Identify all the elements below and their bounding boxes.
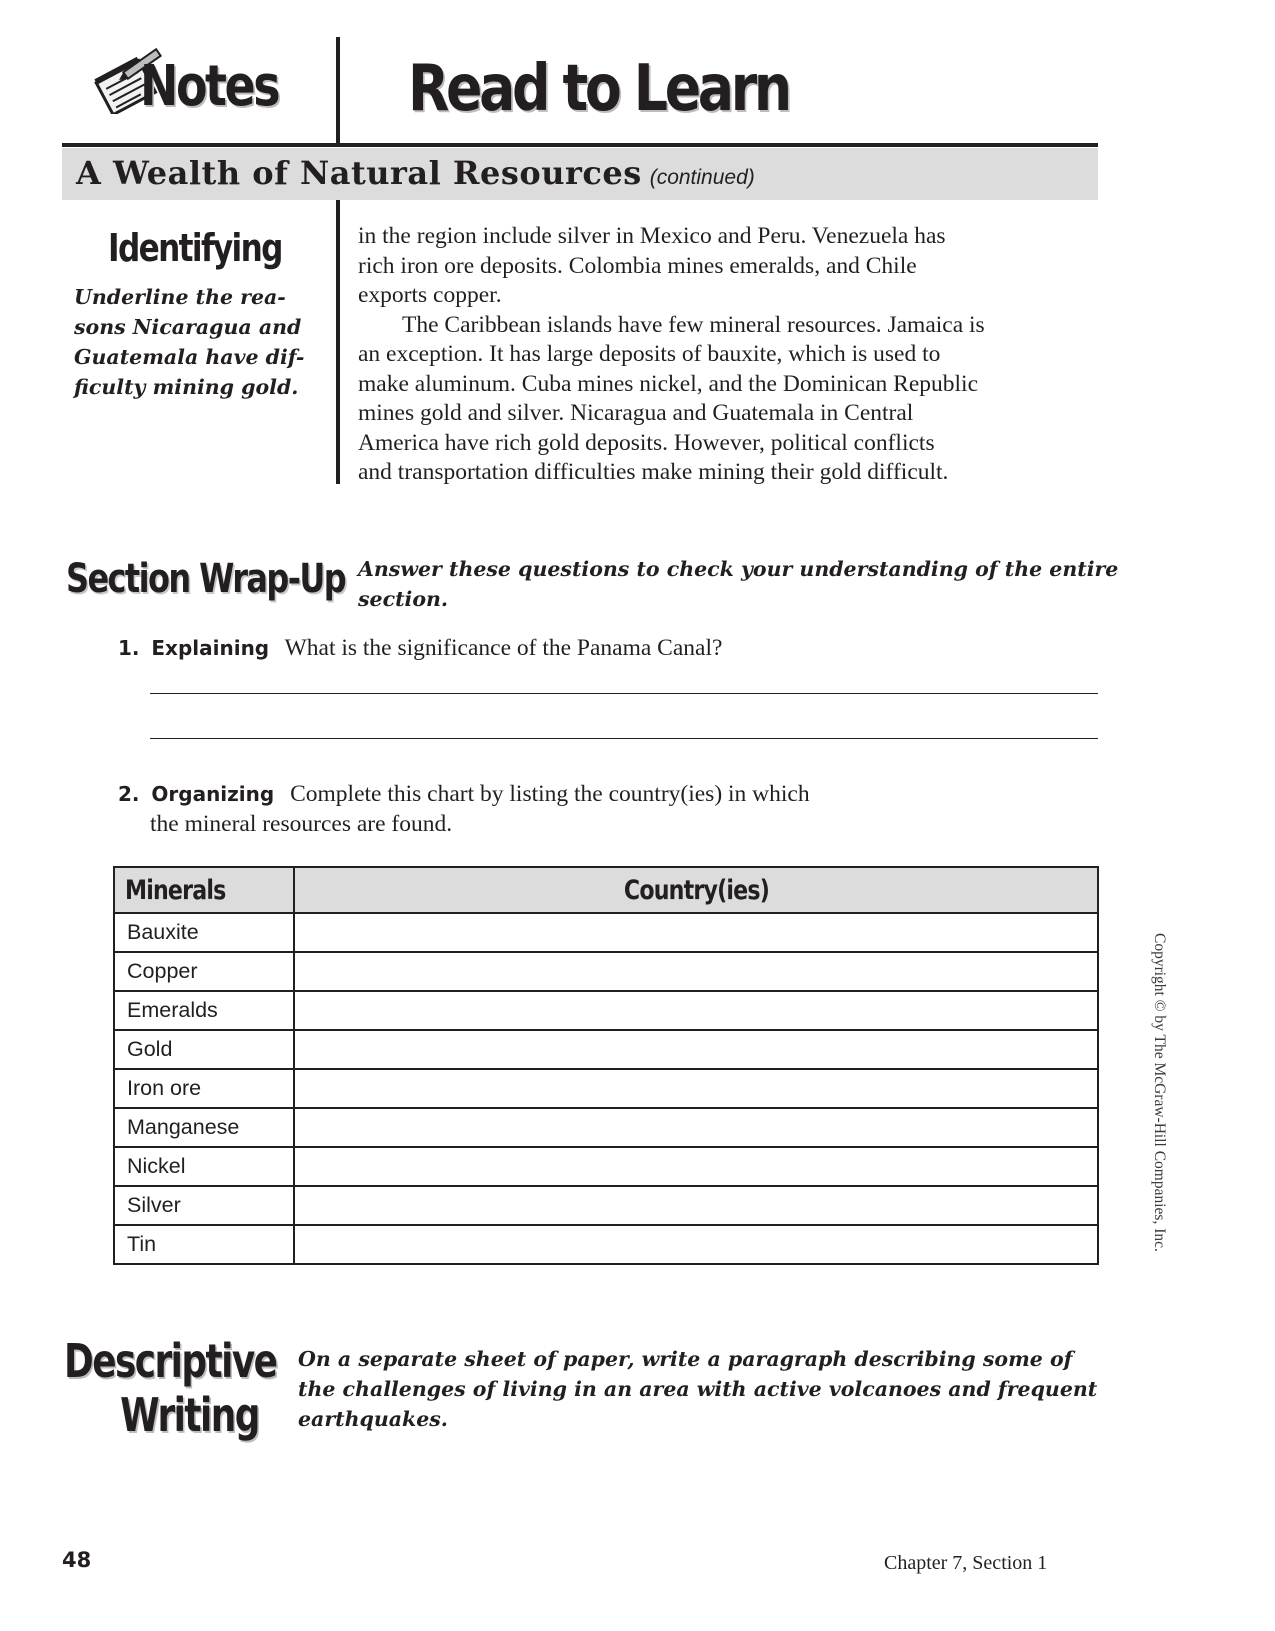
descriptive-writing-prompt-line: the challenges of living in an area with active volcanoes and frequent bbox=[298, 1377, 1098, 1401]
passage-line: exports copper. bbox=[358, 282, 502, 308]
table-row bbox=[114, 1069, 1098, 1108]
question-skill-label: Organizing bbox=[151, 782, 275, 806]
country-answer-cell[interactable] bbox=[294, 1069, 1098, 1108]
mineral-cell: Gold bbox=[114, 1030, 294, 1069]
table-row bbox=[114, 913, 1098, 952]
identifying-heading: Identifying bbox=[108, 226, 282, 270]
reading-passage bbox=[358, 222, 1098, 488]
wrap-up-instructions-line: Answer these questions to check your understanding of the entire bbox=[358, 557, 1119, 581]
question-text: Complete this chart by listing the country(ies) in which bbox=[290, 781, 810, 807]
passage-line: make aluminum. Cuba mines nickel, and the Dominican Republic bbox=[358, 370, 978, 397]
answer-line[interactable] bbox=[150, 693, 1098, 694]
column-header-countries bbox=[294, 867, 1098, 913]
passage-line: rich iron ore deposits. Colombia mines emeralds, and Chile bbox=[358, 252, 917, 279]
descriptive-writing-heading-line: Descriptive bbox=[64, 1334, 277, 1388]
passage-line: and transportation difficulties make mining their gold difficult. bbox=[358, 459, 949, 485]
question-number: 1. bbox=[118, 636, 140, 660]
identifying-prompt-line: Guatemala have dif- bbox=[74, 345, 305, 369]
section-wrap-up-heading: Section Wrap-Up bbox=[66, 556, 346, 602]
descriptive-writing-prompt-line: earthquakes. bbox=[298, 1407, 448, 1431]
table-row bbox=[114, 1030, 1098, 1069]
table-row bbox=[114, 991, 1098, 1030]
table-row bbox=[114, 1108, 1098, 1147]
identifying-prompt-line: sons Nicaragua and bbox=[74, 315, 302, 339]
question-2-continued: the mineral resources are found. bbox=[150, 811, 453, 837]
column-header-label: Minerals bbox=[125, 874, 226, 906]
table-row bbox=[114, 952, 1098, 991]
country-answer-cell[interactable] bbox=[294, 1030, 1098, 1069]
header-divider bbox=[336, 37, 340, 145]
country-answer-cell[interactable] bbox=[294, 1108, 1098, 1147]
passage-line: The Caribbean islands have few mineral resources. Jamaica is bbox=[402, 311, 985, 338]
descriptive-writing-heading-line: Writing bbox=[120, 1388, 259, 1442]
continued-label: (continued) bbox=[649, 166, 755, 189]
identifying-prompt-line: Underline the rea- bbox=[74, 285, 286, 309]
mineral-cell: Emeralds bbox=[114, 991, 294, 1030]
column-header-label: Country(ies) bbox=[623, 874, 769, 906]
country-answer-cell[interactable] bbox=[294, 913, 1098, 952]
page-heading: Read to Learn bbox=[408, 52, 789, 126]
question-number: 2. bbox=[118, 782, 140, 806]
passage-line: mines gold and silver. Nicaragua and Guatemala in Central bbox=[358, 400, 914, 426]
country-answer-cell[interactable] bbox=[294, 1225, 1098, 1264]
column-header-minerals bbox=[114, 867, 294, 913]
passage-line: America have rich gold deposits. However, political conflicts bbox=[358, 429, 935, 456]
country-answer-cell[interactable] bbox=[294, 991, 1098, 1030]
minerals-table bbox=[113, 866, 1099, 1265]
table-row bbox=[114, 1225, 1098, 1264]
answer-line[interactable] bbox=[150, 738, 1098, 739]
question-skill-label: Explaining bbox=[151, 636, 270, 660]
question-1 bbox=[118, 634, 722, 664]
mineral-cell: Nickel bbox=[114, 1147, 294, 1186]
wrap-up-instructions bbox=[358, 554, 1119, 614]
descriptive-writing-prompt bbox=[298, 1344, 1098, 1434]
passage-line: an exception. It has large deposits of bauxite, which is used to bbox=[358, 341, 941, 367]
mineral-cell: Tin bbox=[114, 1225, 294, 1264]
notes-logo-text: Notes bbox=[140, 54, 279, 119]
mineral-cell: Silver bbox=[114, 1186, 294, 1225]
question-2 bbox=[118, 780, 810, 810]
identifying-prompt bbox=[74, 282, 324, 402]
chapter-reference: Chapter 7, Section 1 bbox=[884, 1552, 1048, 1574]
copyright-notice: Copyright © by The McGraw-Hill Companies, Inc. bbox=[1151, 933, 1168, 1252]
wrap-up-instructions-line: section. bbox=[358, 587, 449, 611]
header-rule bbox=[62, 143, 1098, 147]
country-answer-cell[interactable] bbox=[294, 1186, 1098, 1225]
table-row bbox=[114, 1186, 1098, 1225]
column-divider bbox=[336, 200, 340, 484]
section-title-text: A Wealth of Natural Resources bbox=[76, 154, 642, 192]
page-number: 48 bbox=[62, 1548, 92, 1572]
mineral-cell: Manganese bbox=[114, 1108, 294, 1147]
descriptive-writing-prompt-line: On a separate sheet of paper, write a paragraph describing some of bbox=[298, 1347, 1073, 1371]
identifying-prompt-line: ficulty mining gold. bbox=[74, 375, 299, 399]
mineral-cell: Iron ore bbox=[114, 1069, 294, 1108]
table-row bbox=[114, 1147, 1098, 1186]
notes-logo bbox=[92, 40, 282, 135]
table-header-row bbox=[114, 867, 1098, 913]
descriptive-writing-heading bbox=[64, 1334, 284, 1442]
question-text: What is the significance of the Panama Canal? bbox=[284, 635, 723, 661]
country-answer-cell[interactable] bbox=[294, 1147, 1098, 1186]
mineral-cell: Bauxite bbox=[114, 913, 294, 952]
mineral-cell: Copper bbox=[114, 952, 294, 991]
passage-line: in the region include silver in Mexico and Peru. Venezuela has bbox=[358, 223, 946, 249]
section-title bbox=[76, 154, 755, 192]
country-answer-cell[interactable] bbox=[294, 952, 1098, 991]
